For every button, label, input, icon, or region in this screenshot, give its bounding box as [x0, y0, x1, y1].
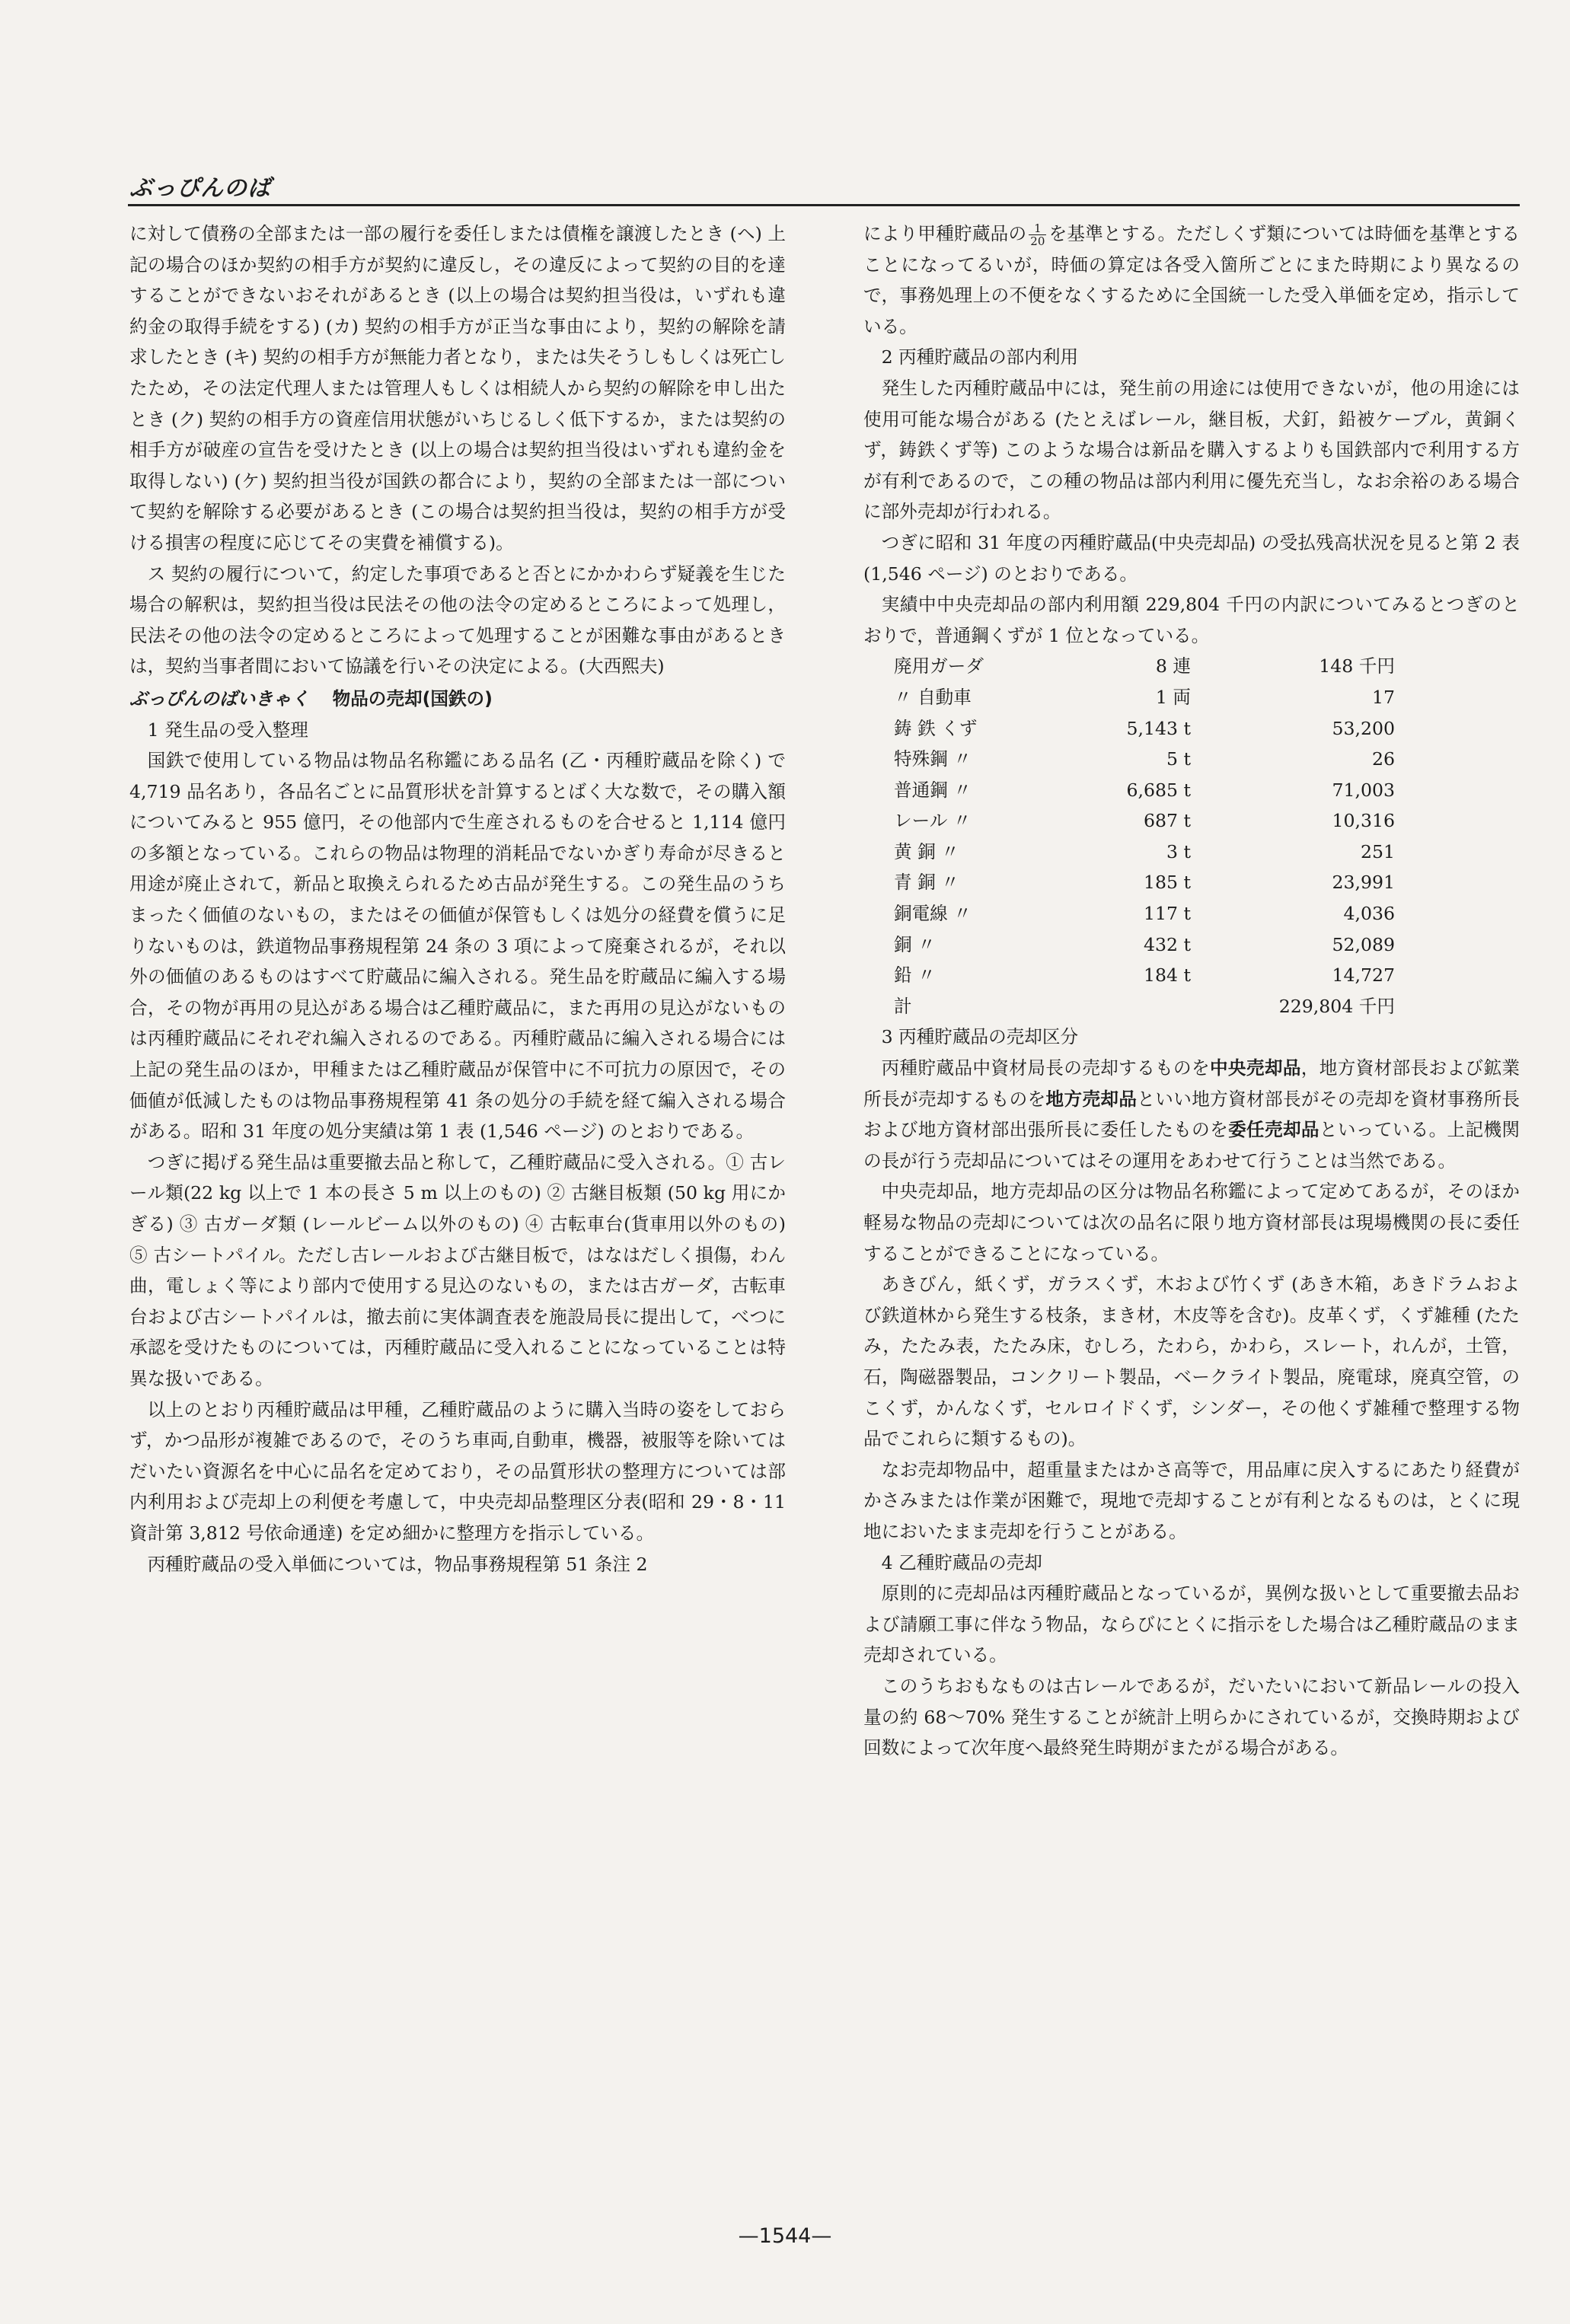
paragraph: 国鉄で使用している物品は物品名称鑑にある品名 (乙・丙種貯蔵品を除く) で 4,719 品名あり，各品名ごとに品質形状を計算するとばく大な数で，その購入額についてみると 955 億円，その他部内で生産されるものを合せると 1,114 億円の多額となっている。これらの物品は物理的消耗品でないかぎり寿命が尽きると用途が廃止されて，新品と取換えられるため古品が発生する。この発生品のうちまったく価値のないもの，またはその価値が保管もしくは処分の経費を償うに足りないものは，鉄道物品事務規程第 24 条の 3 項によって廃棄されるが，それ以外の価値のあるものはすべて貯蔵品に編入される。発生品を貯蔵品に編入する場合，その物が再用の見込がある場合は乙種貯蔵品に，また再用の見込がないものは丙種貯蔵品にそれぞれ編入されるのである。丙種貯蔵品に編入される場合には上記の発生品のほか，甲種または乙種貯蔵品が保管中に不可抗力の原因で，その価値が低減したものは物品事務規程第 41 条の処分の手続を経て編入される場合がある。昭和 31 年度の処分実績は第 1 表 (1,546 ページ) のとおりである。 [129, 750, 786, 1143]
bold-term: 委任売却品 [1228, 1119, 1320, 1141]
table-row [894, 775, 1395, 806]
paragraph: つぎに掲げる発生品は重要撤去品と称して，乙種貯蔵品に受入される。① 古レール類(22 kg 以上で 1 本の長さ 5 m 以上のもの) ② 古継目板類 (50 kg 用にかぎる) ③ 古ガーダ類 (レールビーム以外のもの) ④ 古転車台(貨車用以外のもの) ⑤ 古シートパイル。ただし古レールおよび古継目板で，はなはだしく損傷，わん曲，電しょく等により部内で使用する見込のないもの，または古ガーダ，古転車台および古シートパイルは，撤去前に実体調査表を施設局長に提出して，べつに承認を受けたものについては，丙種貯蔵品に受入れることになっていることは特異な扱いである。 [129, 1151, 786, 1389]
table-row [894, 805, 1395, 837]
table-cell-amount: 52,089 [1332, 933, 1395, 955]
entry-subtitle: 物品の売却(国鉄の) [332, 687, 493, 709]
section-heading: 4 乙種貯蔵品の売却 [881, 1551, 1042, 1573]
table-cell-item: 廃用ガーダ [894, 655, 984, 677]
table-cell-item: 黄 銅 〃 [894, 840, 959, 862]
table-cell-amount: 4,036 [1343, 903, 1395, 925]
table-cell-amount: 23,991 [1332, 872, 1395, 894]
text-run: により甲種貯蔵品の [863, 223, 1027, 244]
table-cell-item: 銅電線 〃 [894, 903, 972, 925]
page-number: —1544— [738, 2224, 832, 2248]
table-cell-item: 計 [894, 995, 912, 1017]
paragraph [863, 1053, 1520, 1176]
table-cell-qty: 117 t [1143, 903, 1191, 925]
internal-use-breakdown-table [894, 651, 1395, 1022]
table-cell-qty: 5,143 t [1126, 717, 1191, 739]
table-cell-item: 青 銅 〃 [894, 872, 959, 894]
table-cell-item: 特殊鋼 〃 [894, 748, 972, 770]
text-run: を基準とする。ただしくず類については時価を基準とすることになってるいが，時価の算定は各受入箇所ごとにまた時期により異なるので，事務処理上の不便をなくするために全国統一した受入単価を定め，指示している。 [863, 223, 1520, 337]
paragraph: 原則的に売却品は丙種貯蔵品となっているが，異例な扱いとして重要撤去品および請願工事に伴なう物品，ならびにとくに指示をした場合は乙種貯蔵品のまま売却されている。 [863, 1583, 1520, 1666]
table-cell-amount: 14,727 [1332, 964, 1395, 987]
paragraph: つぎに昭和 31 年度の丙種貯蔵品(中央売却品) の受払残高状況を見ると第 2 表 (1,546 ページ) のとおりである。 [863, 531, 1520, 585]
paragraph: に対して債務の全部または一部の履行を委任しまたは債権を譲渡したとき (ヘ) 上記の場合のほか契約の相手方が契約に違反し，その違反によって契約の目的を達することができないおそれがあるとき (以上の場合は契約担当役は，いずれも違約金の取得手続をする) (カ) 契約の相手方が正当な事由により，契約の解除を請求したとき (キ) 契約の相手方が無能力者となり，または失そうしもしくは死亡したため，その法定代理人または管理人もしくは相続人から契約の解除を申し出たとき (ク) 契約の相手方の資産信用状態がいちじるしく低下するか，または契約の相手方が破産の宣告を受けたとき (以上の場合は契約担当役はいずれも違約金を取得しない) (ケ) 契約担当役が国鉄の都合により，契約の全部または一部について契約を解除する必要があるとき (この場合は契約担当役は，契約の相手方が受ける損害の程度に応じてその実費を補償する)。 [129, 223, 786, 553]
text-run: といっている。上記機関の長が行う売却品についてはその運用をあわせて行うことは当然である。 [863, 1119, 1521, 1172]
section-heading: 1 発生品の受入整理 [147, 719, 308, 741]
table-cell-qty: 432 t [1143, 933, 1191, 955]
section-heading: 3 丙種貯蔵品の売却区分 [881, 1026, 1079, 1048]
table-cell-amount: 17 [1371, 686, 1395, 708]
fraction-denominator: 20 [1030, 234, 1045, 248]
header-rule [128, 204, 1520, 206]
text-run: 丙種貯蔵品中資材局長の売却するものを [881, 1057, 1210, 1079]
table-cell-amount: 53,200 [1332, 717, 1395, 739]
table-row [894, 898, 1395, 929]
table-row [894, 867, 1395, 898]
paragraph: 中央売却品，地方売却品の区分は物品名称鑑によって定めてあるが，そのほか軽易な物品の売却については次の品名に限り地方資材部長は現場機関の長に委任することができることになっている。 [863, 1181, 1520, 1264]
table-cell-item: 普通鋼 〃 [894, 779, 972, 801]
paragraph: このうちおもなものは古レールであるが，だいたいにおいて新品レールの投入量の約 68～70% 発生することが統計上明らかにされているが，交換時期および回数によって次年度へ最終発生時期がまたがる場合がある。 [863, 1675, 1520, 1759]
table-row [894, 960, 1395, 991]
fraction-numerator: 1 [1029, 222, 1046, 235]
paragraph: 以上のとおり丙種貯蔵品は甲種，乙種貯蔵品のように購入当時の姿をしておらず，かつ品形が複雑であるので，そのうち車両,自動車，機器，被服等を除いてはだいたい資源名を中心に品名を定めており，その品質形状の整理方については部内利用および売却上の利便を考慮して，中央売却品整理区分表(昭和 29・8・11 資計第 3,812 号依命通達) を定め細かに整理方を指示している。 [129, 1398, 786, 1544]
table-cell-item: 〃 自動車 [894, 686, 972, 708]
paragraph: あきびん，紙くず，ガラスくず，木および竹くず (あき木箱，あきドラムおよび鉄道林から発生する枝条，まき材，木皮等を含む)。皮革くず，くず雑種 (たたみ，たたみ表，たたみ床，むしろ，たわら，かわら，スレート，れんが，土管，石，陶磁器製品，コンクリート製品，ベークライト製品，廃電球，廃真空管，のこくず，かんなくず，セルロイドくず，シンダー，その他くず雑種で整理する物品でこれらに類するもの)。 [863, 1274, 1520, 1450]
table-row [894, 837, 1395, 868]
left-column [129, 218, 786, 1580]
paragraph [863, 218, 1520, 342]
table-cell-amount: 71,003 [1332, 779, 1395, 801]
table-row [894, 682, 1395, 713]
running-title: ぶっぴんのば [129, 175, 271, 202]
table-cell-item: 鉛 〃 [894, 964, 936, 987]
table-cell-qty: 687 t [1143, 810, 1191, 832]
paragraph: 丙種貯蔵品の受入単価については，物品事務規程第 51 条注 2 [147, 1553, 648, 1575]
table-cell-qty: 185 t [1143, 872, 1191, 894]
table-cell-qty: 1 両 [1155, 686, 1191, 708]
table-cell-item: 銅 〃 [894, 933, 936, 955]
table-cell-amount: 148 千円 [1319, 655, 1395, 677]
section-heading: 2 丙種貯蔵品の部内利用 [881, 346, 1079, 368]
table-row [894, 991, 1395, 1022]
paragraph: 実績中中央売却品の部内利用額 229,804 千円の内訳についてみるとつぎのとおりで，普通鋼くずが 1 位となっている。 [863, 594, 1520, 646]
paragraph: なお売却物品中，超重量またはかさ高等で，用品庫に戻入するにあたり経費がかさみまたは作業が困難で，現地で売却することが有利となるものは，とくに現地においたまま売却を行うことがある。 [863, 1458, 1520, 1542]
table-cell-qty: 3 t [1166, 840, 1191, 862]
table-row [894, 713, 1395, 744]
table-cell-amount: 229,804 千円 [1278, 995, 1395, 1017]
table-cell-qty: 184 t [1143, 964, 1191, 987]
text-run: といい地方資材部長がその売却を資材事務所長および地方資材部出張所長に委任したものを [863, 1088, 1521, 1141]
table-row [894, 929, 1395, 961]
text-run: ，地方資材部長および鉱業所長が売却するものを [863, 1057, 1521, 1110]
entry-heading [129, 684, 786, 715]
table-cell-qty: 6,685 t [1126, 779, 1191, 801]
fraction [1029, 222, 1046, 247]
paragraph: 発生した丙種貯蔵品中には，発生前の用途には使用できないが，他の用途には使用可能な場合がある (たとえばレール，継目板，犬釘，鉛被ケーブル，黄銅くず，鋳鉄くず等) このような場合は新品を購入するよりも国鉄部内で利用する方が有利であるので，この種の物品は部内利用に優先充当し，なお余裕のある場合に部外売却が行われる。 [863, 377, 1520, 523]
bold-term: 中央売却品 [1209, 1057, 1301, 1079]
paragraph: ス 契約の履行について，約定した事項であると否とにかかわらず疑義を生じた場合の解釈は，契約担当役は民法その他の法令の定めるところによって処理し，民法その他の法令の定めるところによって処理することが困難な事由があるときは，契約当事者間において協議を行いその決定による。(大西熙夫) [129, 563, 786, 677]
entry-title: ぶっぴんのばいきゃく [129, 687, 309, 709]
table-cell-amount: 251 [1360, 840, 1395, 862]
table-cell-qty: 8 連 [1155, 655, 1191, 677]
table-cell-qty: 5 t [1166, 748, 1191, 770]
table-cell-qty [1039, 991, 1191, 1022]
bold-term: 地方売却品 [1045, 1088, 1138, 1110]
table-cell-amount: 10,316 [1332, 810, 1395, 832]
table-cell-item: 鋳 鉄 くず [894, 717, 978, 739]
table-cell-item: レール 〃 [894, 810, 972, 832]
table-row [894, 651, 1395, 682]
table-row [894, 744, 1395, 775]
table-cell-amount: 26 [1371, 748, 1395, 770]
right-column [863, 218, 1520, 1764]
